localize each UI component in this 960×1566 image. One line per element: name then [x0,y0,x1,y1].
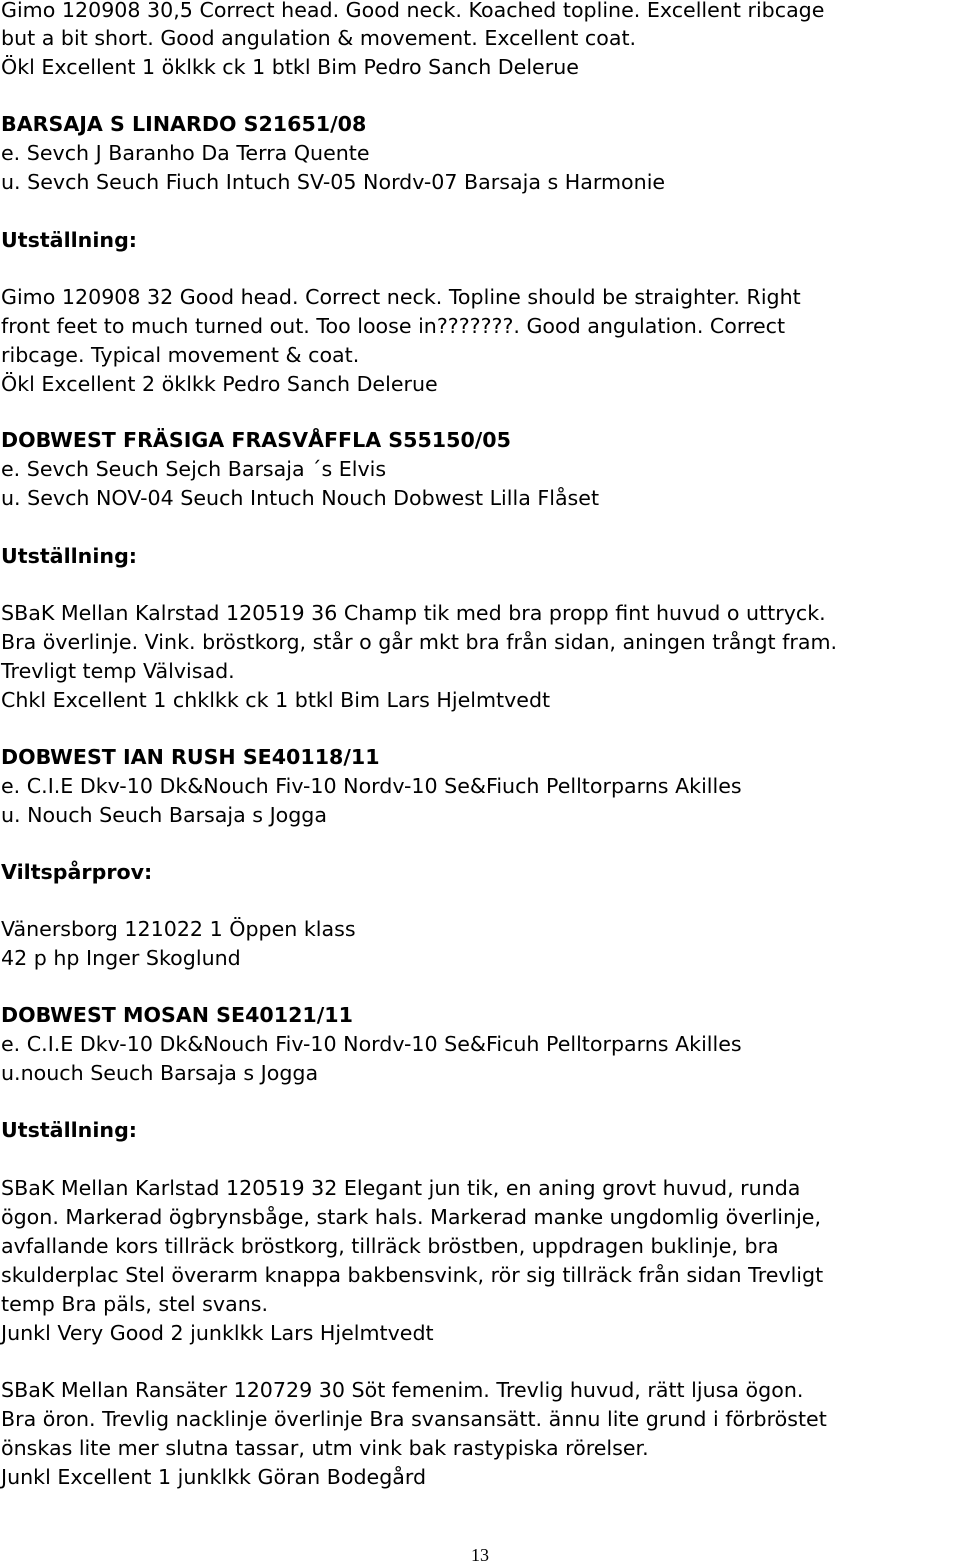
text-line: Junkl Excellent 1 junklkk Göran Bodegård [1,1465,427,1489]
text-line: SBaK Mellan Kalrstad 120519 36 Champ tik med bra propp fint huvud o uttryck. [1,601,826,625]
text-line: temp Bra päls, stel svans. [1,1292,269,1316]
text-line: ögon. Markerad ögbrynsbåge, stark hals. Markerad manke ungdomlig överlinje, [1,1205,822,1229]
dog-name-heading: DOBWEST IAN RUSH SE40118/11 [1,745,380,769]
text-line: e. Sevch J Baranho Da Terra Quente [1,141,370,165]
text-line: Ökl Excellent 2 öklkk Pedro Sanch Delerue [1,372,438,396]
text-line: u. Nouch Seuch Barsaja s Jogga [1,803,328,827]
section-heading: Viltspårprov: [1,860,153,884]
page-number: 13 [471,1545,489,1565]
text-line: Junkl Very Good 2 junklkk Lars Hjelmtvedt [1,1321,434,1345]
dog-name-heading: DOBWEST FRÄSIGA FRASVÅFFLA S55150/05 [1,428,511,452]
section-heading: Utställning: [1,1118,138,1142]
dog-name-heading: DOBWEST MOSAN SE40121/11 [1,1003,353,1027]
text-line: u. Sevch NOV-04 Seuch Intuch Nouch Dobwest Lilla Flåset [1,486,600,510]
text-line: Chkl Excellent 1 chklkk ck 1 btkl Bim Lars Hjelmtvedt [1,688,551,712]
text-line: ribcage. Typical movement & coat. [1,343,360,367]
text-line: SBaK Mellan Karlstad 120519 32 Elegant jun tik, en aning grovt huvud, runda [1,1176,801,1200]
text-line: önskas lite mer slutna tassar, utm vink bak rastypiska rörelser. [1,1436,649,1460]
section-heading: Utställning: [1,544,138,568]
text-line: Gimo 120908 30,5 Correct head. Good neck. Koached topline. Excellent ribcage [1,0,825,22]
text-line: Bra öron. Trevlig nacklinje överlinje Bra svansansätt. ännu lite grund i förbröstet [1,1407,827,1431]
text-line: SBaK Mellan Ransäter 120729 30 Söt femenim. Trevlig huvud, rätt ljusa ögon. [1,1378,804,1402]
text-line: u. Sevch Seuch Fiuch Intuch SV-05 Nordv-07 Barsaja s Harmonie [1,170,666,194]
text-line: e. Sevch Seuch Sejch Barsaja ´s Elvis [1,457,387,481]
text-line: 42 p hp Inger Skoglund [1,946,241,970]
text-line: Trevligt temp Välvisad. [1,659,235,683]
text-line: avfallande kors tillräck bröstkorg, tillräck bröstben, uppdragen buklinje, bra [1,1234,779,1258]
text-line: Bra överlinje. Vink. bröstkorg, står o går mkt bra från sidan, aningen trångt fram. [1,630,838,654]
text-line: Ökl Excellent 1 öklkk ck 1 btkl Bim Pedro Sanch Delerue [1,55,579,79]
text-line: front feet to much turned out. Too loose in???????. Good angulation. Correct [1,314,786,338]
text-line: skulderplac Stel överarm knappa bakbensvink, rör sig tillräck från sidan Trevligt [1,1263,824,1287]
text-line: e. C.I.E Dkv-10 Dk&Nouch Fiv-10 Nordv-10 Se&Ficuh Pelltorparns Akilles [1,1032,742,1056]
section-heading: Utställning: [1,228,138,252]
text-line: e. C.I.E Dkv-10 Dk&Nouch Fiv-10 Nordv-10 Se&Fiuch Pelltorparns Akilles [1,774,742,798]
dog-name-heading: BARSAJA S LINARDO S21651/08 [1,112,367,136]
text-line: u.nouch Seuch Barsaja s Jogga [1,1061,319,1085]
text-line: Gimo 120908 32 Good head. Correct neck. Topline should be straighter. Right [1,285,801,309]
text-line: but a bit short. Good angulation & movement. Excellent coat. [1,26,637,50]
text-line: Vänersborg 121022 1 Öppen klass [1,917,356,941]
